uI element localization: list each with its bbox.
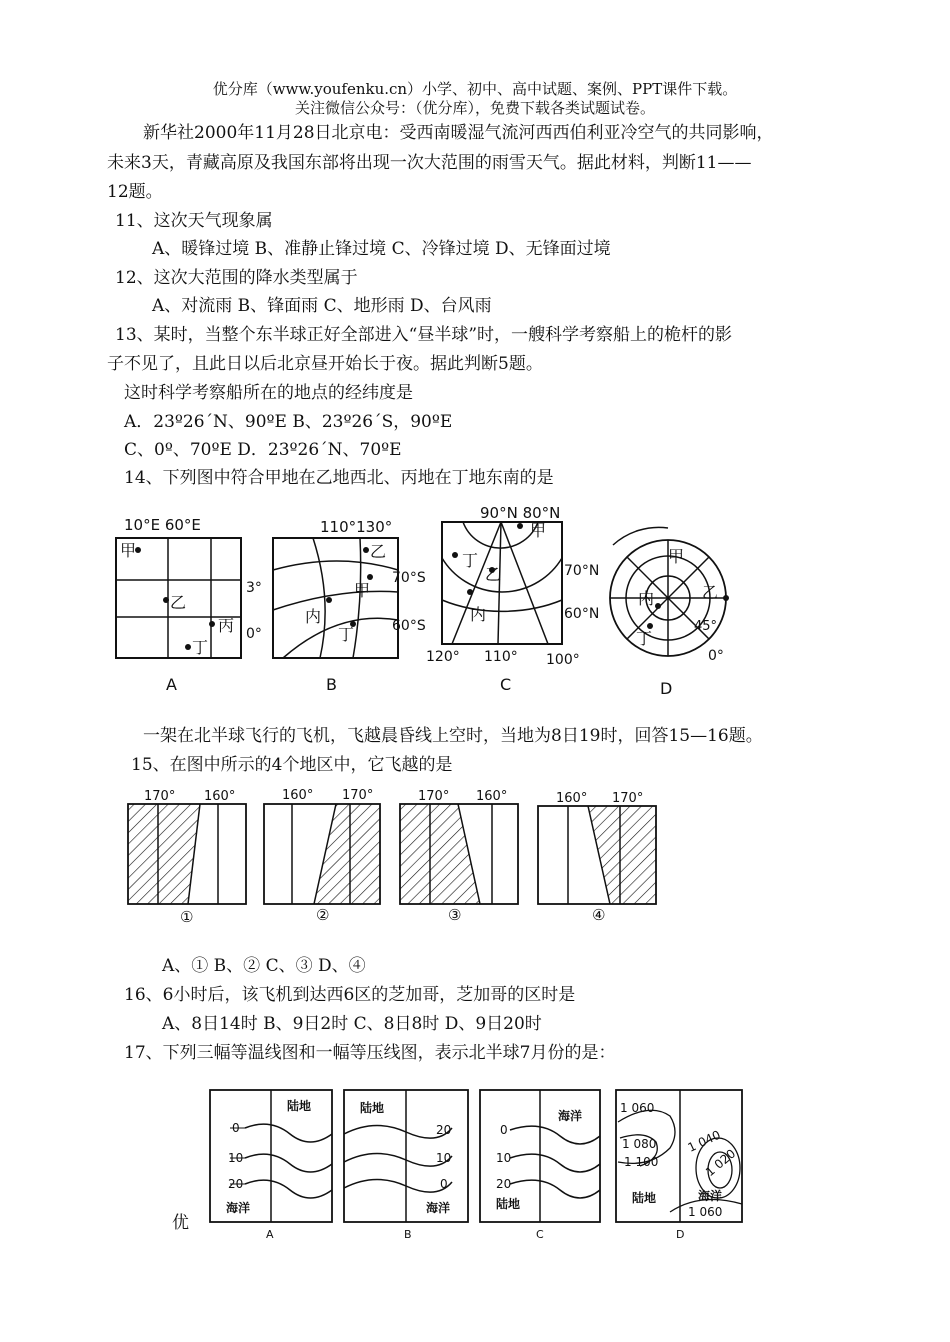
fig-b-top-label: 110°130° <box>320 518 393 536</box>
fig-a-jia: 甲 <box>120 541 137 560</box>
q15-figures <box>118 786 668 926</box>
f1-label-2: 160° <box>204 789 236 804</box>
fig-a-caption: A <box>166 675 177 694</box>
fig-c-ding: 丁 <box>462 551 479 570</box>
header-line-1: 优分库（www.youfenku.cn）小学、初中、高中试题、案例、PPT课件下载。 <box>212 80 738 98</box>
f2-caption: ② <box>316 906 330 924</box>
q17-map-b <box>344 1090 468 1241</box>
fig-d-caption: D <box>660 679 673 698</box>
fig-b-s60: 60°S <box>392 618 426 634</box>
map-b-land: 陆地 <box>360 1101 385 1115</box>
map-d-1060b: 1 060 <box>688 1205 723 1219</box>
q13-line-3: 这时科学考察船所在的地点的经纬度是 <box>124 383 413 403</box>
fig-d-jia: 甲 <box>668 547 685 566</box>
map-b-sea: 海洋 <box>426 1201 451 1215</box>
q16-options: A、8日14时 B、9日2时 C、8日8时 D、9日20时 <box>162 1014 542 1034</box>
q13-options-cd: C、0º、70ºE D．23º26ˊN、70ºE <box>124 440 402 460</box>
map-a-caption: A <box>266 1228 274 1241</box>
f1-label-1: 170° <box>144 789 176 804</box>
fig-b-s70: 70°S <box>392 570 426 586</box>
f4-caption: ④ <box>592 906 606 924</box>
q15-intro: 一架在北半球飞行的飞机，飞越晨昏线上空时，当地为8日19时，回答15—16题。 <box>143 726 763 746</box>
f4-label-1: 160° <box>556 791 588 806</box>
fig-b-bing: 内 <box>305 607 322 626</box>
fig-b-ding: 丁 <box>338 625 355 644</box>
fig-a-top-label: 10°E 60°E <box>124 516 201 534</box>
q14-figure-a <box>116 516 262 694</box>
map-b-caption: B <box>404 1228 412 1241</box>
map-a-v0: 0 <box>232 1121 240 1135</box>
q17-map-d <box>616 1090 742 1241</box>
f2-label-1: 160° <box>282 788 314 803</box>
map-c-caption: C <box>536 1228 544 1241</box>
q15-figure-3 <box>400 789 518 924</box>
map-d-caption: D <box>676 1228 685 1241</box>
header-line-2: 关注微信公众号：（优分库），免费下载各类试题试卷。 <box>294 99 655 117</box>
map-c-v20: 20 <box>496 1177 512 1191</box>
q11-stem: 11、这次天气现象属 <box>115 211 273 231</box>
fig-c-yi: 乙 <box>485 565 502 584</box>
fig-a-ding: 丁 <box>192 638 209 657</box>
map-d-land: 陆地 <box>632 1191 657 1205</box>
fig-b-jia: 甲 <box>354 581 371 600</box>
map-d-1040: 1 040 <box>685 1127 723 1155</box>
q14-figures <box>108 500 848 705</box>
fig-b-yi: 乙 <box>370 542 387 561</box>
map-a-v10: 10 <box>228 1151 244 1165</box>
map-c-land: 陆地 <box>496 1197 521 1211</box>
q17-map-c <box>480 1090 600 1241</box>
f2-label-2: 170° <box>342 788 374 803</box>
q13-options-ab: A．23º26ˊN、90ºE B、23º26ˊS，90ºE <box>124 412 453 432</box>
q17-map-a <box>210 1090 332 1241</box>
map-c-v10: 10 <box>496 1151 512 1165</box>
map-c-sea: 海洋 <box>558 1109 583 1123</box>
fig-d-bing: 内 <box>638 589 655 608</box>
q15-figure-4 <box>538 791 656 924</box>
q17-figures <box>200 1082 760 1252</box>
fig-b-caption: B <box>326 675 337 694</box>
map-b-v20: 20 <box>436 1123 452 1137</box>
q14-stem: 14、下列图中符合甲地在乙地西北、丙地在丁地东南的是 <box>124 468 554 488</box>
intro-line-3: 12题。 <box>107 182 163 202</box>
fig-c-n60: 60°N <box>564 606 600 622</box>
footer-mark: 优 <box>172 1213 189 1233</box>
q14-figure-c <box>426 504 599 694</box>
q13-line-1: 13、某时，当整个东半球正好全部进入“昼半球”时，一艘科学考察船上的桅杆的影 <box>115 325 733 345</box>
fig-c-n70: 70°N <box>564 563 600 579</box>
q15-options: A、① B、② C、③ D、④ <box>162 956 366 976</box>
q12-options: A、对流雨 B、锋面雨 C、地形雨 D、台风雨 <box>152 296 492 316</box>
q17-stem: 17、下列三幅等温线图和一幅等压线图，表示北半球7月份的是： <box>124 1043 616 1063</box>
map-d-sea: 海洋 <box>698 1189 723 1203</box>
intro-line-2: 未来3天，青藏高原及我国东部将出现一次大范围的雨雪天气。据此材料，判断11—— <box>107 153 752 173</box>
fig-c-bing: 内 <box>470 605 487 624</box>
q15-figure-2 <box>264 788 380 924</box>
q16-stem: 16、6小时后，该飞机到达西6区的芝加哥，芝加哥的区时是 <box>124 985 576 1005</box>
fig-d-yi: 乙 <box>702 583 719 602</box>
q12-stem: 12、这次大范围的降水类型属于 <box>115 268 358 288</box>
fig-c-caption: C <box>500 675 512 694</box>
q14-figure-b <box>273 518 426 694</box>
fig-d-0: 0° <box>708 648 724 664</box>
fig-c-b3: 100° <box>546 652 580 668</box>
fig-a-lat3: 3° <box>246 580 262 596</box>
map-a-v20: 20 <box>228 1177 244 1191</box>
q15-figure-1 <box>128 789 246 926</box>
fig-a-bing: 丙 <box>218 616 235 635</box>
f4-label-2: 170° <box>612 791 644 806</box>
fig-c-top-label: 90°N 80°N <box>480 504 561 522</box>
fig-c-b1: 120° <box>426 649 460 665</box>
fig-c-b2: 110° <box>484 649 518 665</box>
map-a-sea: 海洋 <box>226 1201 251 1215</box>
q11-options: A、暖锋过境 B、准静止锋过境 C、冷锋过境 D、无锋面过境 <box>152 239 611 259</box>
fig-d-ding: 丁 <box>636 629 653 648</box>
map-c-v0: 0 <box>500 1123 508 1137</box>
map-b-v10: 10 <box>436 1151 452 1165</box>
f3-label-2: 160° <box>476 789 508 804</box>
intro-line-1: 新华社2000年11月28日北京电：受西南暖湿气流河西西伯利亚冷空气的共同影响， <box>143 123 774 143</box>
map-d-1100: 1 100 <box>624 1155 659 1169</box>
fig-a-lat0: 0° <box>246 626 262 642</box>
map-d-1060a: 1 060 <box>620 1101 655 1115</box>
f1-caption: ① <box>180 908 194 926</box>
map-d-1080: 1 080 <box>622 1137 657 1151</box>
fig-a-yi: 乙 <box>170 593 187 612</box>
map-a-land: 陆地 <box>287 1099 312 1113</box>
q15-stem: 15、在图中所示的4个地区中，它飞越的是 <box>131 755 453 775</box>
q14-figure-d <box>610 527 729 698</box>
q13-line-2: 子不见了，且此日以后北京昼开始长于夜。据此判断5题。 <box>107 354 543 374</box>
fig-c-jia: 甲 <box>530 521 547 540</box>
fig-d-45: 45° <box>694 619 718 634</box>
map-b-v0: 0 <box>440 1177 448 1191</box>
f3-label-1: 170° <box>418 789 450 804</box>
map-d-1020: 1 020 <box>702 1146 739 1180</box>
f3-caption: ③ <box>448 906 462 924</box>
